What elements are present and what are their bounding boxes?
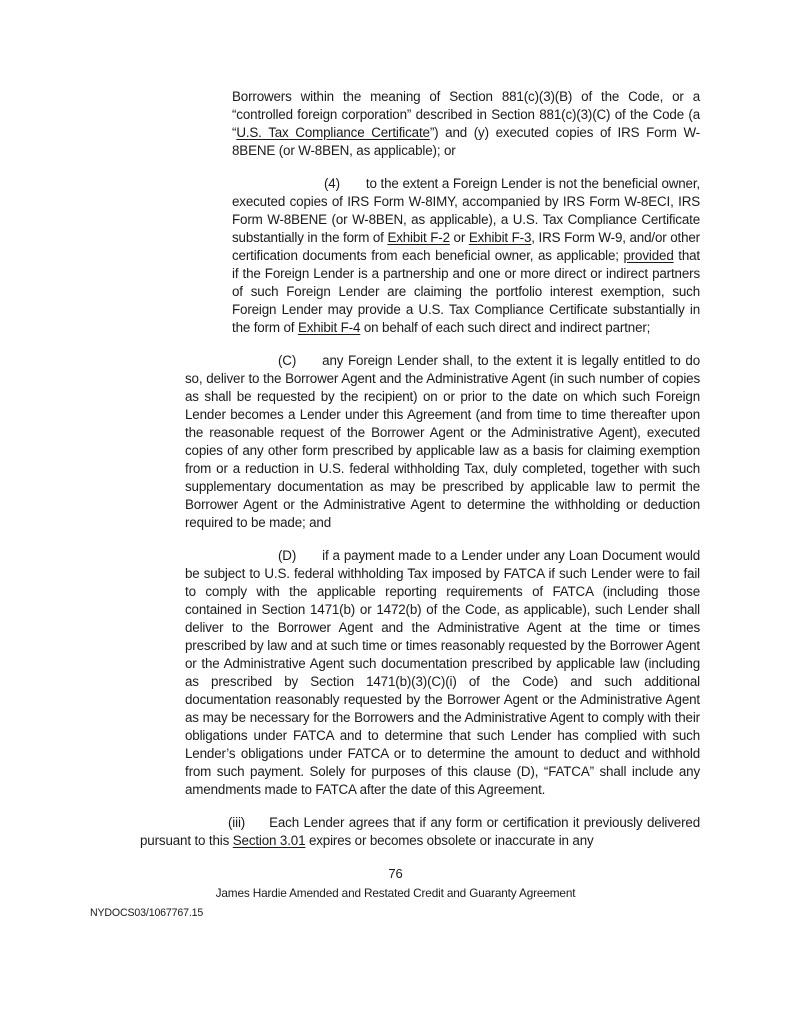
underlined-reference: U.S. Tax Compliance Certificate — [236, 125, 430, 140]
underlined-reference: Exhibit F-3 — [468, 230, 532, 245]
underlined-reference: Section 3.01 — [232, 833, 306, 848]
text-run: if a payment made to a Lender under any Loan Document would be subject to U.S. federal withholding Tax imposed by FATCA if such Lender were to fail to comply with the applicable reporting requirements of FATCA (including those contained in Section 1471(b) or 1472(b) of the Code, as applicable), such Lender shall deliver to the Borrower Agent and the Administrative Agent at the time or times prescribed by law and at such time or times reasonably requested by the Borrower Agent or the Administrative Agent such documentation prescribed by applicable law (including as prescribed by Section 1471(b)(3)(C)(i) of the Code) and such additional documentation reasonably requested by the Borrower Agent or the Administrative Agent as may be necessary for the Borrowers and the Administrative Agent to comply with their obligations under FATCA and to determine that such Lender has complied with such Lender’s obligations under FATCA or to determine the amount to deduct and withhold from such payment. Solely for purposes of this clause (D), “FATCA” shall include any amendments made to FATCA after the date of this Agreement. — [185, 548, 700, 797]
paragraph-clause-iii — [140, 814, 700, 850]
text-run: ”) and (y) executed copies of IRS Form W-8BENE (or W-8BEN, as applicable); or — [232, 125, 700, 158]
text-run: , IRS Form W-9, and/or other certification documents from each beneficial owner, as applicable; — [232, 230, 700, 263]
underlined-reference: Exhibit F-2 — [387, 230, 450, 245]
text-run: (D) — [278, 548, 297, 563]
paragraph-clause-D — [185, 547, 700, 799]
text-run: expires or becomes obsolete or inaccurate in any — [305, 833, 594, 848]
paragraph-clause-4 — [232, 175, 700, 337]
footer-title: James Hardie Amended and Restated Credit and Guaranty Agreement — [215, 886, 576, 900]
text-run: that if the Foreign Lender is a partnership and one or more direct or indirect partners of such Foreign Lender are claiming the portfolio interest exemption, such Foreign Lender may provide a U.S. Tax Compliance Certificate substantially in the form of — [232, 248, 700, 335]
paragraph-continuation — [232, 88, 700, 160]
text-run: (C) — [278, 353, 297, 368]
text-run: on behalf of each such direct and indirect partner; — [360, 320, 651, 335]
text-run: (iii) — [228, 815, 246, 830]
page-number: 76 — [388, 866, 403, 881]
text-run: Each Lender agrees that if any form or certification it previously delivered pursuant to this — [140, 815, 700, 848]
underlined-reference: Exhibit F-4 — [297, 320, 361, 335]
paragraph-clause-C — [185, 352, 700, 532]
text-run: to the extent a Foreign Lender is not the beneficial owner, executed copies of IRS Form W-8IMY, accompanied by IRS Form W-8ECI, IRS Form W-8BENE (or W-8BEN, as applicable), a U.S. Tax Compliance Certificate substantially in the form of — [232, 176, 700, 245]
text-run: or — [449, 230, 469, 245]
underlined-reference: provided — [623, 248, 674, 263]
text-run: (4) — [324, 176, 340, 191]
text-run: Borrowers within the meaning of Section 881(c)(3)(B) of the Code, or a “controlled foreign corporation” described in Section 881(c)(3)(C) of the Code (a “ — [232, 89, 700, 140]
text-run: any Foreign Lender shall, to the extent it is legally entitled to do so, deliver to the Borrower Agent and the Administrative Agent (in such number of copies as shall be requested by the recipient) on or prior to the date on which such Foreign Lender becomes a Lender under this Agreement (and from time to time thereafter upon the reasonable request of the Borrower Agent or the Administrative Agent), executed copies of any other form prescribed by applicable law as a basis for claiming exemption from or a reduction in U.S. federal withholding Tax, duly completed, together with such supplementary documentation as may be prescribed by applicable law to permit the Borrower Agent or the Administrative Agent to determine the withholding or deduction required to be made; and — [185, 353, 700, 530]
document-number: NYDOCS03/1067767.15 — [90, 907, 204, 919]
document-body — [0, 88, 791, 850]
